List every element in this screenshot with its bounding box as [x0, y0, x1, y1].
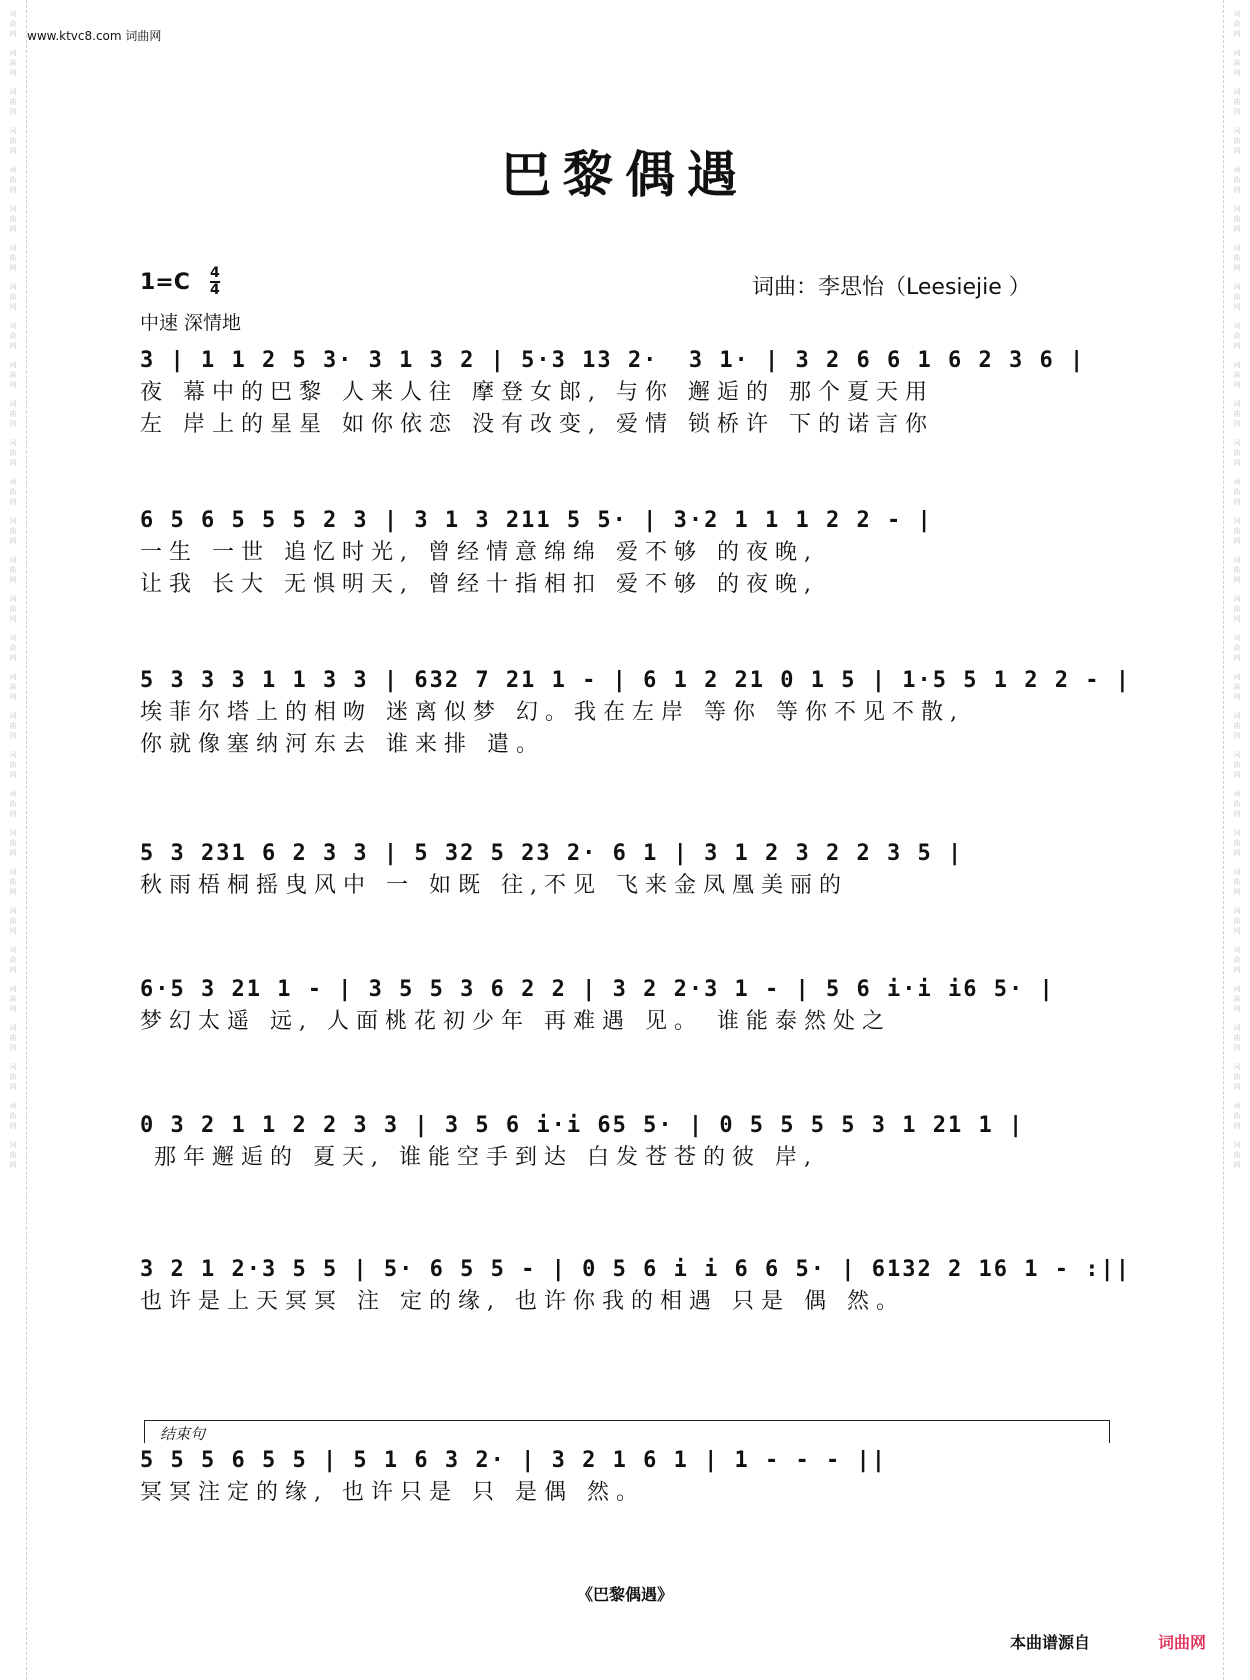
- score-system-4: [140, 838, 1120, 902]
- lyric-verse-1: 秋雨梧桐摇曳风中 一 如既 往,不见 飞来金凤凰美丽的: [140, 873, 848, 898]
- ending-label: 结束句: [160, 1425, 206, 1443]
- tempo-marking: 中速 深情地: [140, 312, 242, 334]
- score-system-ending: [140, 1445, 1120, 1509]
- notation-line: 5 3 231 6 2 3 3 | 5 32 5 23 2· 6 1 | 3 1 2 3 2 2 3 5 |: [140, 841, 964, 866]
- time-signature-top: 4: [210, 265, 220, 281]
- lyric-verse-2: 左 岸上的星星 如你依恋 没有改变, 爱情 锁桥许 下的诺言你: [140, 412, 934, 437]
- time-signature-bottom: 4: [210, 282, 220, 298]
- score-system-6: [140, 1110, 1120, 1174]
- notation-line: 3 2 1 2·3 5 5 | 5· 6 5 5 - | 0 5 6 i i 6 6 5· | 6132 2 16 1 - :||: [140, 1257, 1131, 1282]
- lyric-verse-1: 埃菲尔塔上的相吻 迷离似梦 幻。我在左岸 等你 等你不见不散,: [140, 700, 964, 725]
- lyric-verse-1: 梦幻太遥 远, 人面桃花初少年 再难遇 见。 谁能泰然处之: [140, 1009, 891, 1034]
- brand-logo: 词曲网: [1158, 1633, 1207, 1652]
- lyric-verse-2: 让我 长大 无惧明天, 曾经十指相扣 爱不够 的夜晚,: [140, 572, 818, 597]
- lyric-verse-2: 你就像塞纳河东去 谁来排 遣。: [140, 732, 545, 757]
- notation-line: 3 | 1 1 2 5 3· 3 1 3 2 | 5·3 13 2· 3 1· | 3 2 6 6 1 6 2 3 6 |: [140, 348, 1086, 373]
- lyric-verse-1: 冥冥注定的缘, 也许只是 只 是偶 然。: [140, 1480, 645, 1505]
- key-signature: 1=C: [140, 270, 190, 295]
- notation-line: 0 3 2 1 1 2 2 3 3 | 3 5 6 i·i 65 5· | 0 5 5 5 5 3 1 21 1 |: [140, 1113, 1025, 1138]
- score-system-5: [140, 974, 1120, 1038]
- lyric-verse-1: 也许是上天冥冥 注 定的缘, 也许你我的相遇 只是 偶 然。: [140, 1289, 905, 1314]
- score-system-3: [140, 665, 1131, 761]
- notation-line: 6·5 3 21 1 - | 3 5 5 3 6 2 2 | 3 2 2·3 1 - | 5 6 i·i i6 5· |: [140, 977, 1055, 1002]
- site-url: www.ktvc8.com 词曲网: [27, 29, 162, 43]
- right-border-watermark: 词 曲 网 词 曲 网 词 曲 网 词 曲 网 词 曲 网 词 曲 网 词 曲 网 词 曲 网 词 曲 网 词 曲 网 词 曲 网 词 曲 网 词 曲 网 词 曲 网 词 曲 网 词 曲 网 词 曲 网 词 曲 网 词 曲 网 词 曲 网 词 曲 网 词 曲 网 词 曲 网 词 曲 网 词 曲 网 词 曲 网 词 曲 网 词 曲 网 词 曲 网 词 曲 网: [1223, 0, 1250, 1680]
- notation-line: 6 5 6 5 5 5 2 3 | 3 1 3 211 5 5· | 3·2 1 1 1 2 2 - |: [140, 508, 933, 533]
- left-border-watermark: 词 曲 网 词 曲 网 词 曲 网 词 曲 网 词 曲 网 词 曲 网 词 曲 网 词 曲 网 词 曲 网 词 曲 网 词 曲 网 词 曲 网 词 曲 网 词 曲 网 词 曲 网 词 曲 网 词 曲 网 词 曲 网 词 曲 网 词 曲 网 词 曲 网 词 曲 网 词 曲 网 词 曲 网 词 曲 网 词 曲 网 词 曲 网 词 曲 网 词 曲 网 词 曲 网: [0, 0, 27, 1680]
- notation-line: 5 3 3 3 1 1 3 3 | 632 7 21 1 - | 6 1 2 21 0 1 5 | 1·5 5 1 2 2 - |: [140, 668, 1131, 693]
- time-signature: [210, 266, 220, 298]
- ending-bracket: [144, 1420, 1110, 1431]
- lyric-verse-1: 那年邂逅的 夏天, 谁能空手到达 白发苍苍的彼 岸,: [140, 1145, 818, 1170]
- score-title: 巴黎偶遇: [501, 145, 749, 204]
- lyric-verse-1: 夜 幕中的巴黎 人来人往 摩登女郎, 与你 邂逅的 那个夏天用: [140, 380, 934, 405]
- source-note: 本曲谱源自: [1010, 1633, 1091, 1652]
- composer-credit: 词曲：李思怡（Leesiejie ）: [752, 275, 1031, 300]
- lyric-verse-1: 一生 一世 追忆时光, 曾经情意绵绵 爱不够 的夜晚,: [140, 540, 818, 565]
- notation-line: 5 5 5 6 5 5 | 5 1 6 3 2· | 3 2 1 6 1 | 1 - - - ||: [140, 1448, 888, 1473]
- score-system-1: [140, 345, 1120, 441]
- footer-caption: 《巴黎偶遇》: [576, 1585, 673, 1604]
- score-system-7: [140, 1254, 1131, 1318]
- score-system-2: [140, 505, 1120, 601]
